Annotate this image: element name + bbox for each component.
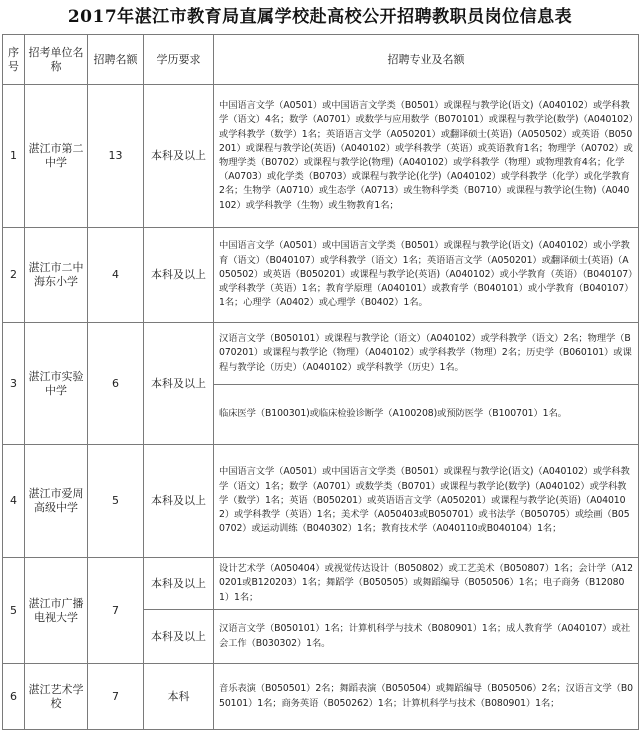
row-count: 6 xyxy=(88,323,144,445)
table-row xyxy=(3,323,639,385)
table-row xyxy=(3,664,639,730)
row-education: 本科 xyxy=(144,664,214,730)
row-majors: 音乐表演（B050501）2名；舞蹈表演（B050504）或舞蹈编导（B050506）2名；汉语言文学（B050101）1名；商务英语（B050262）1名；计算机科学与技术（B080901）1名； xyxy=(214,664,639,730)
row-education: 本科及以上 xyxy=(144,85,214,228)
header-education: 学历要求 xyxy=(144,35,214,85)
row-education: 本科及以上 xyxy=(144,323,214,445)
header-seq: 序号 xyxy=(3,35,25,85)
row-majors: 设计艺术学（A050404）或视觉传达设计（B050802）或工艺美术（B050807）1名；会计学（A120201或B120203）1名；舞蹈学（B050505）或舞蹈编导（B050506）1名；电子商务（B120801）1名； xyxy=(214,558,639,610)
table-row xyxy=(3,558,639,610)
row-unit-name: 湛江市广播电视大学 xyxy=(25,558,88,664)
row-unit-name: 湛江艺术学校 xyxy=(25,664,88,730)
header-count: 招聘名额 xyxy=(88,35,144,85)
row-majors: 中国语言文学（A0501）或中国语言文学类（B0501）或课程与教学论(语文)（A040102）或学科教学（语文）1名；数学（A0701）或数学类（B0701）或课程与教学论(数学)（A040102）或学科教学（数学）1名；英语（B050201）或英语语言文学（A050201）或课程与教学论(英语)（A040102）或学科教学（英语）1名；美术学（A050403或B050701）或书法学（B050705）或绘画（B050702）或运动训练（B040302）1名；教育技术学（A040110或B040104）1名； xyxy=(214,445,639,558)
recruitment-table xyxy=(2,34,639,730)
row-count: 5 xyxy=(88,445,144,558)
row-unit-name: 湛江市二中海东小学 xyxy=(25,228,88,323)
row-count: 7 xyxy=(88,558,144,664)
header-row xyxy=(3,35,639,85)
row-count: 4 xyxy=(88,228,144,323)
row-seq: 3 xyxy=(3,323,25,445)
row-education-secondary: 本科及以上 xyxy=(144,610,214,664)
header-majors: 招聘专业及名额 xyxy=(214,35,639,85)
row-majors: 汉语言文学（B050101）或课程与教学论（语文）（A040102）或学科教学（语文）2名；物理学（B070201）或课程与教学论（物理）（A040102）或学科教学（物理）2名；历史学（B060101）或课程与教学论（历史）（A040102）或学科教学（历史）1名。 xyxy=(214,323,639,385)
row-education: 本科及以上 xyxy=(144,558,214,610)
row-seq: 4 xyxy=(3,445,25,558)
row-education: 本科及以上 xyxy=(144,228,214,323)
row-seq: 6 xyxy=(3,664,25,730)
header-unit: 招考单位名称 xyxy=(25,35,88,85)
row-seq: 1 xyxy=(3,85,25,228)
table-row xyxy=(3,228,639,323)
table-row xyxy=(3,445,639,558)
table-row xyxy=(3,85,639,228)
row-unit-name: 湛江市第二中学 xyxy=(25,85,88,228)
row-seq: 2 xyxy=(3,228,25,323)
document-title: 2017年湛江市教育局直属学校赴高校公开招聘教职员岗位信息表 xyxy=(67,7,573,27)
row-majors-secondary: 临床医学（B100301)或临床检验诊断学（A100208)或预防医学（B100701）1名。 xyxy=(214,385,639,445)
row-majors: 中国语言文学（A0501）或中国语言文学类（B0501）或课程与教学论(语文)（A040102）或学科教学（语文）4名；数学（A0701）或数学与应用数学（B070101）或课程与教学论(数学)（A040102）或学科教学（数学）1名；英语语言文学（A050201）或翻译硕士(英语)（A050502）或英语（B050201）或课程与教学论(英语)（A040102）或学科教学（英语）或英语教育1名；物理学（A0702）或物理学类（B0702）或课程与教学论(物理)（A040102）或学科教学（物理）或物理教育4名；化学（A0703）或化学类（B0703）或课程与教学论(化学)（A040102）或学科教学（化学）或化学教育2名；生物学（A0710）或生态学（A0713）或生物科学类（B0710）或课程与教学论(生物)（A040102）或学科教学（生物）或生物教育1名； xyxy=(214,85,639,228)
row-unit-name: 湛江市爱周高级中学 xyxy=(25,445,88,558)
row-seq: 5 xyxy=(3,558,25,664)
row-majors-secondary: 汉语言文学（B050101）1名；计算机科学与技术（B080901）1名；成人教育学（A040107）或社会工作（B030302）1名。 xyxy=(214,610,639,664)
row-count: 13 xyxy=(88,85,144,228)
row-unit-name: 湛江市实验中学 xyxy=(25,323,88,445)
row-majors: 中国语言文学（A0501）或中国语言文学类（B0501）或课程与教学论(语文)（A040102）或小学教育（语文）（B040107）或学科教学（语文）1名；英语语言文学（A050201）或翻译硕士(英语)（A050502）或英语（B050201）或课程与教学论(英语)（A040102）或小学教育（英语）（B040107）或学科教学（英语）1名；教育学原理（A040101）或教育学（B040101）或小学教育（B040107）1名；心理学（A0402）或心理学（B0402）1名。 xyxy=(214,228,639,323)
row-count: 7 xyxy=(88,664,144,730)
row-education: 本科及以上 xyxy=(144,445,214,558)
